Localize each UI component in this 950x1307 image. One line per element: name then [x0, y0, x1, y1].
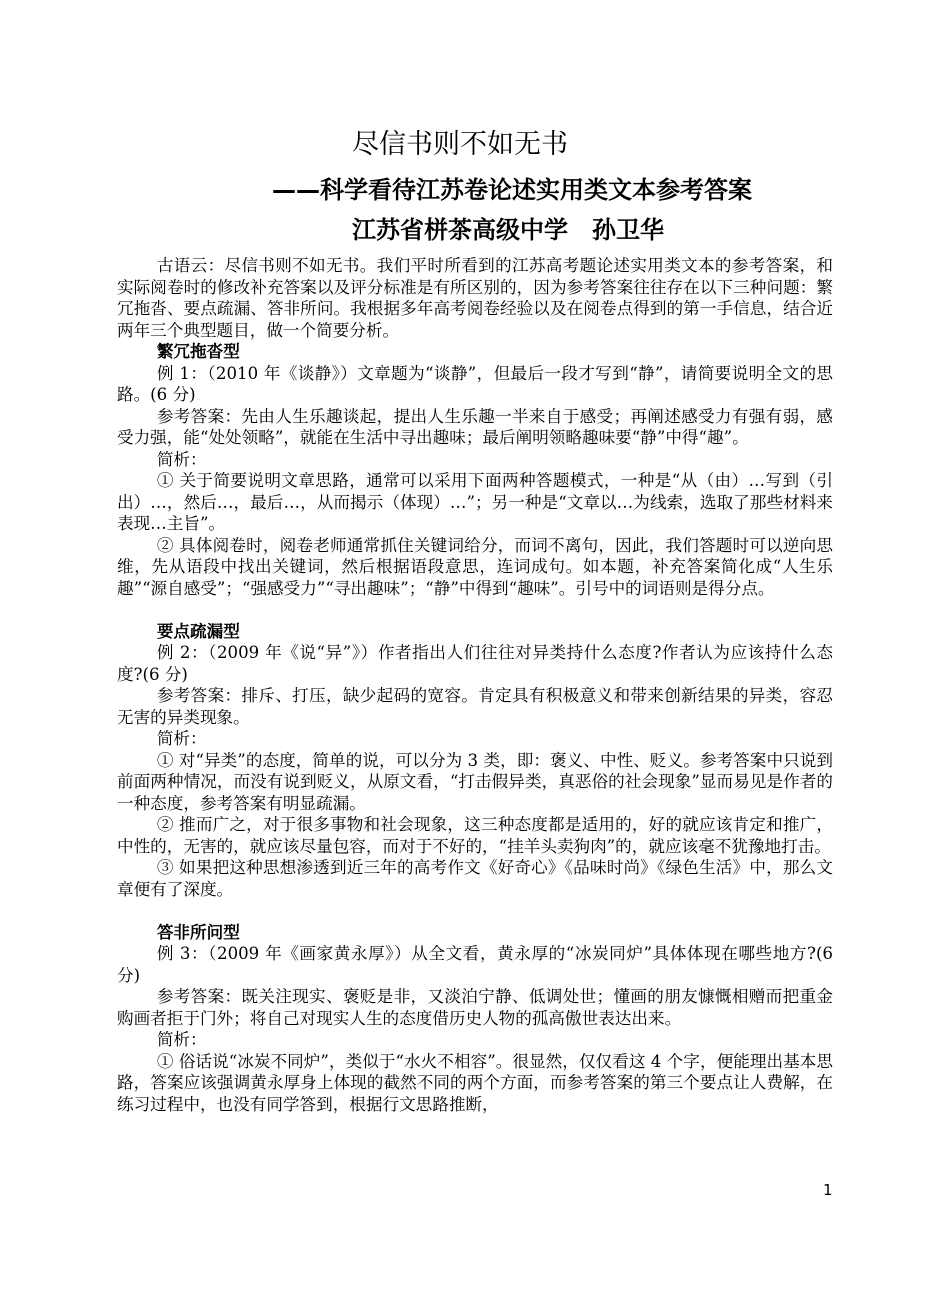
page-title: 尽信书则不如无书	[352, 129, 568, 160]
analysis-point: ① 关于简要说明文章思路，通常可以采用下面两种答题模式，一种是“从（由）…写到（引出）…，然后…，最后…，从而揭示（体现）…”；另一种是“文章以…为线索，选取了那些材料来表现…主旨”。	[117, 471, 833, 533]
reference-answer: 参考答案：既关注现实、褒贬是非，又淡泊宁静、低调处世；懂画的朋友慷慨相赠而把重金购画者拒于门外；将自己对现实人生的态度借历史人物的孤高傲世表达出来。	[117, 987, 833, 1028]
section-heading: 繁冗拖沓型	[156, 342, 240, 361]
page-number: 1	[823, 1181, 833, 1199]
example-question: 例 2：（2009 年《说“异”》）作者指出人们往往对异类持什么态度?作者认为应该持什么态度?(6 分)	[117, 643, 833, 684]
page-subtitle: ——科学看待江苏卷论述实用类文本参考答案	[272, 176, 752, 204]
analysis-point: ① 俗话说“冰炭不同炉”，类似于“水火不相容”。很显然，仅仅看这 4 个字，便能理出基本思路，答案应该强调黄永厚身上体现的截然不同的两个方面，而参考答案的第三个要点让人费解，在练习过程中，也没有同学答到，根据行文思路推断，	[117, 1051, 833, 1114]
analysis-label: 简析：	[156, 729, 207, 748]
analysis-label: 简析：	[156, 1030, 207, 1049]
article-body	[117, 255, 833, 1115]
analysis-label: 简析：	[156, 449, 207, 469]
analysis-point: ③ 如果把这种思想渗透到近三年的高考作文《好奇心》《品味时尚》《绿色生活》中，那么文章便有了深度。	[117, 858, 833, 899]
section-heading: 要点疏漏型	[156, 621, 240, 641]
section-heading: 答非所问型	[156, 922, 240, 942]
author-line: 江苏省栟茶高级中学 孙卫华	[352, 216, 664, 244]
analysis-point: ① 对“异类”的态度，简单的说，可以分为 3 类，即：褒义、中性、贬义。参考答案中只说到前面两种情况，而没有说到贬义，从原文看，“打击假异类，真恶俗的社会现象”显而易见是作者的一种态度，参考答案有明显疏漏。	[117, 750, 833, 813]
reference-answer: 参考答案：排斥、打压，缺少起码的宽容。肯定具有积极意义和带来创新结果的异类，容忍无害的异类现象。	[117, 686, 833, 727]
example-question: 例 3：（2009 年《画家黄永厚》）从全文看，黄永厚的“冰炭同炉”具体体现在哪些地方?(6 分)	[117, 944, 833, 985]
reference-answer: 参考答案：先由人生乐趣谈起，提出人生乐趣一半来自于感受；再阐述感受力有强有弱，感受力强，能“处处领略”，就能在生活中寻出趣味；最后阐明领略趣味要“静”中得“趣”。	[117, 406, 833, 447]
example-question: 例 1：（2010 年《谈静》）文章题为“谈静”，但最后一段才写到“静”，请简要说明全文的思路。(6 分)	[117, 363, 833, 404]
intro-paragraph: 古语云：尽信书则不如无书。我们平时所看到的江苏高考题论述实用类文本的参考答案，和实际阅卷时的修改补充答案以及评分标准是有所区别的，因为参考答案往往存在以下三种问题：繁冗拖沓、要点疏漏、答非所问。我根据多年高考阅卷经验以及在阅卷点得到的第一手信息，结合近两年三个典型题目，做一个简要分析。	[117, 256, 833, 340]
analysis-point: ② 推而广之，对于很多事物和社会现象，这三种态度都是适用的，好的就应该肯定和推广，中性的，无害的，就应该尽量包容，而对于不好的，“挂羊头卖狗肉”的，就应该毫不犹豫地打击。	[117, 815, 833, 856]
analysis-point: ② 具体阅卷时，阅卷老师通常抓住关键词给分，而词不离句，因此，我们答题时可以逆向思维，先从语段中找出关键词，然后根据语段意思，连词成句。如本题，补充答案简化成“人生乐趣”“源自感受”；“强感受力”“寻出趣味”；“静”中得到“趣味”。引号中的词语则是得分点。	[117, 535, 833, 598]
